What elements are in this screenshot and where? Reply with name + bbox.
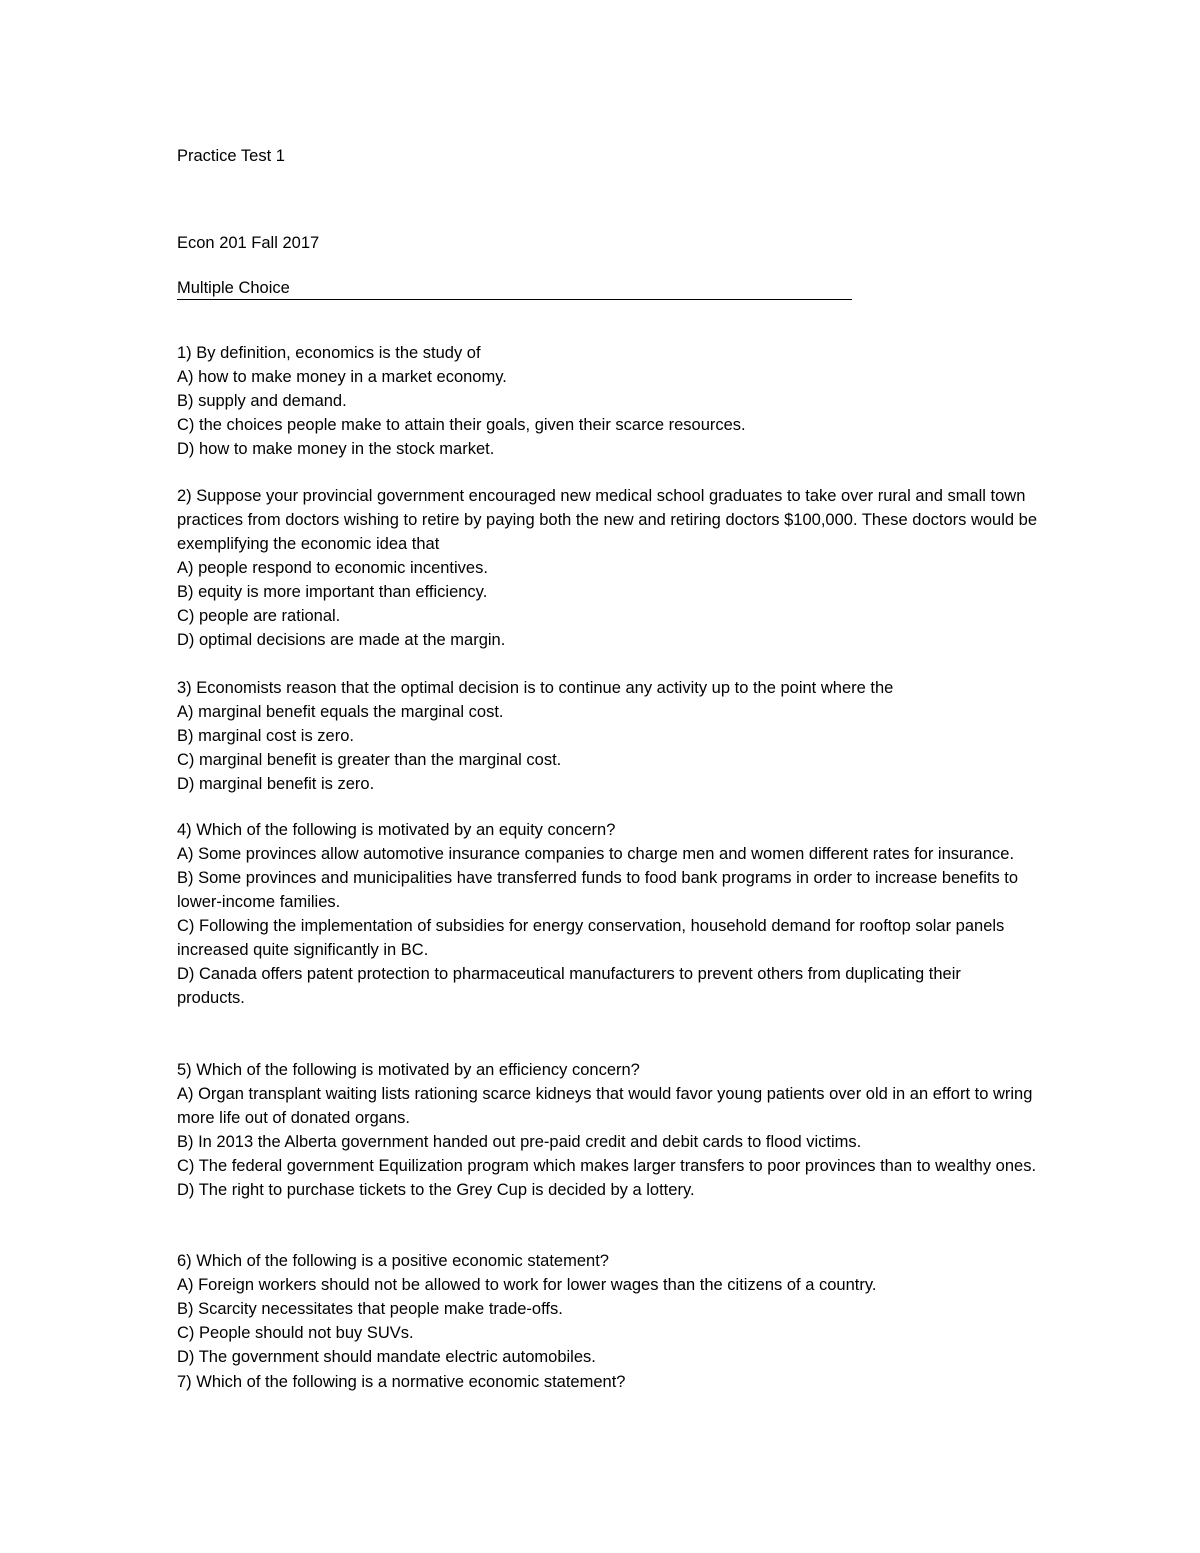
- question-2-stem: 2) Suppose your provincial government encouraged new medical school graduates to take over rural and small town: [177, 487, 1026, 505]
- question-1-option-d: D) how to make money in the stock market.: [177, 440, 495, 458]
- question-4-option-b: lower-income families.: [177, 893, 341, 911]
- question-4-option-b: B) Some provinces and municipalities have transferred funds to food bank programs in order to increase benefits to: [177, 869, 1019, 887]
- question-2-option-b: B) equity is more important than efficiency.: [177, 583, 488, 601]
- question-1-stem: 1) By definition, economics is the study of: [177, 344, 481, 362]
- page-title: Practice Test 1: [177, 147, 285, 165]
- question-6-option-b: B) Scarcity necessitates that people make trade-offs.: [177, 1300, 563, 1318]
- question-4-option-d: products.: [177, 989, 245, 1007]
- question-2-option-c: C) people are rational.: [177, 607, 341, 625]
- question-2-option-d: D) optimal decisions are made at the margin.: [177, 631, 506, 649]
- question-2-option-a: A) people respond to economic incentives.: [177, 559, 488, 577]
- question-4-option-a: A) Some provinces allow automotive insurance companies to charge men and women different rates for insurance.: [177, 845, 1015, 863]
- question-5-option-b: B) In 2013 the Alberta government handed out pre-paid credit and debit cards to flood victims.: [177, 1133, 862, 1151]
- question-4-stem: 4) Which of the following is motivated by an equity concern?: [177, 821, 616, 839]
- question-1-option-c: C) the choices people make to attain their goals, given their scarce resources.: [177, 416, 746, 434]
- question-3-option-d: D) marginal benefit is zero.: [177, 775, 375, 793]
- question-6-option-a: A) Foreign workers should not be allowed to work for lower wages than the citizens of a country.: [177, 1276, 877, 1294]
- question-2-stem: exemplifying the economic idea that: [177, 535, 440, 553]
- question-7-stem: 7) Which of the following is a normative economic statement?: [177, 1373, 626, 1391]
- question-5-stem: 5) Which of the following is motivated by an efficiency concern?: [177, 1061, 640, 1079]
- question-1-option-a: A) how to make money in a market economy.: [177, 368, 507, 386]
- question-5-option-a: more life out of donated organs.: [177, 1109, 410, 1127]
- question-6-stem: 6) Which of the following is a positive economic statement?: [177, 1252, 609, 1270]
- question-3-option-b: B) marginal cost is zero.: [177, 727, 354, 745]
- question-5-option-d: D) The right to purchase tickets to the Grey Cup is decided by a lottery.: [177, 1181, 695, 1199]
- question-4-option-c: increased quite significantly in BC.: [177, 941, 429, 959]
- course-heading: Econ 201 Fall 2017: [177, 234, 320, 252]
- question-5-option-a: A) Organ transplant waiting lists rationing scarce kidneys that would favor young patients over old in an effort to wring: [177, 1085, 1033, 1103]
- question-2-stem: practices from doctors wishing to retire by paying both the new and retiring doctors $100,000. These doctors would be: [177, 511, 1038, 529]
- question-3-option-c: C) marginal benefit is greater than the marginal cost.: [177, 751, 562, 769]
- question-4-option-d: D) Canada offers patent protection to pharmaceutical manufacturers to prevent others from duplicating their: [177, 965, 961, 983]
- question-5-option-c: C) The federal government Equilization program which makes larger transfers to poor provinces than to wealthy ones.: [177, 1157, 1037, 1175]
- question-1-option-b: B) supply and demand.: [177, 392, 347, 410]
- question-3-option-a: A) marginal benefit equals the marginal cost.: [177, 703, 504, 721]
- section-heading: Multiple Choice: [177, 279, 290, 297]
- question-6-option-c: C) People should not buy SUVs.: [177, 1324, 414, 1342]
- question-4-option-c: C) Following the implementation of subsidies for energy conservation, household demand for rooftop solar panels: [177, 917, 1005, 935]
- question-3-stem: 3) Economists reason that the optimal decision is to continue any activity up to the point where the: [177, 679, 894, 697]
- question-6-option-d: D) The government should mandate electric automobiles.: [177, 1348, 596, 1366]
